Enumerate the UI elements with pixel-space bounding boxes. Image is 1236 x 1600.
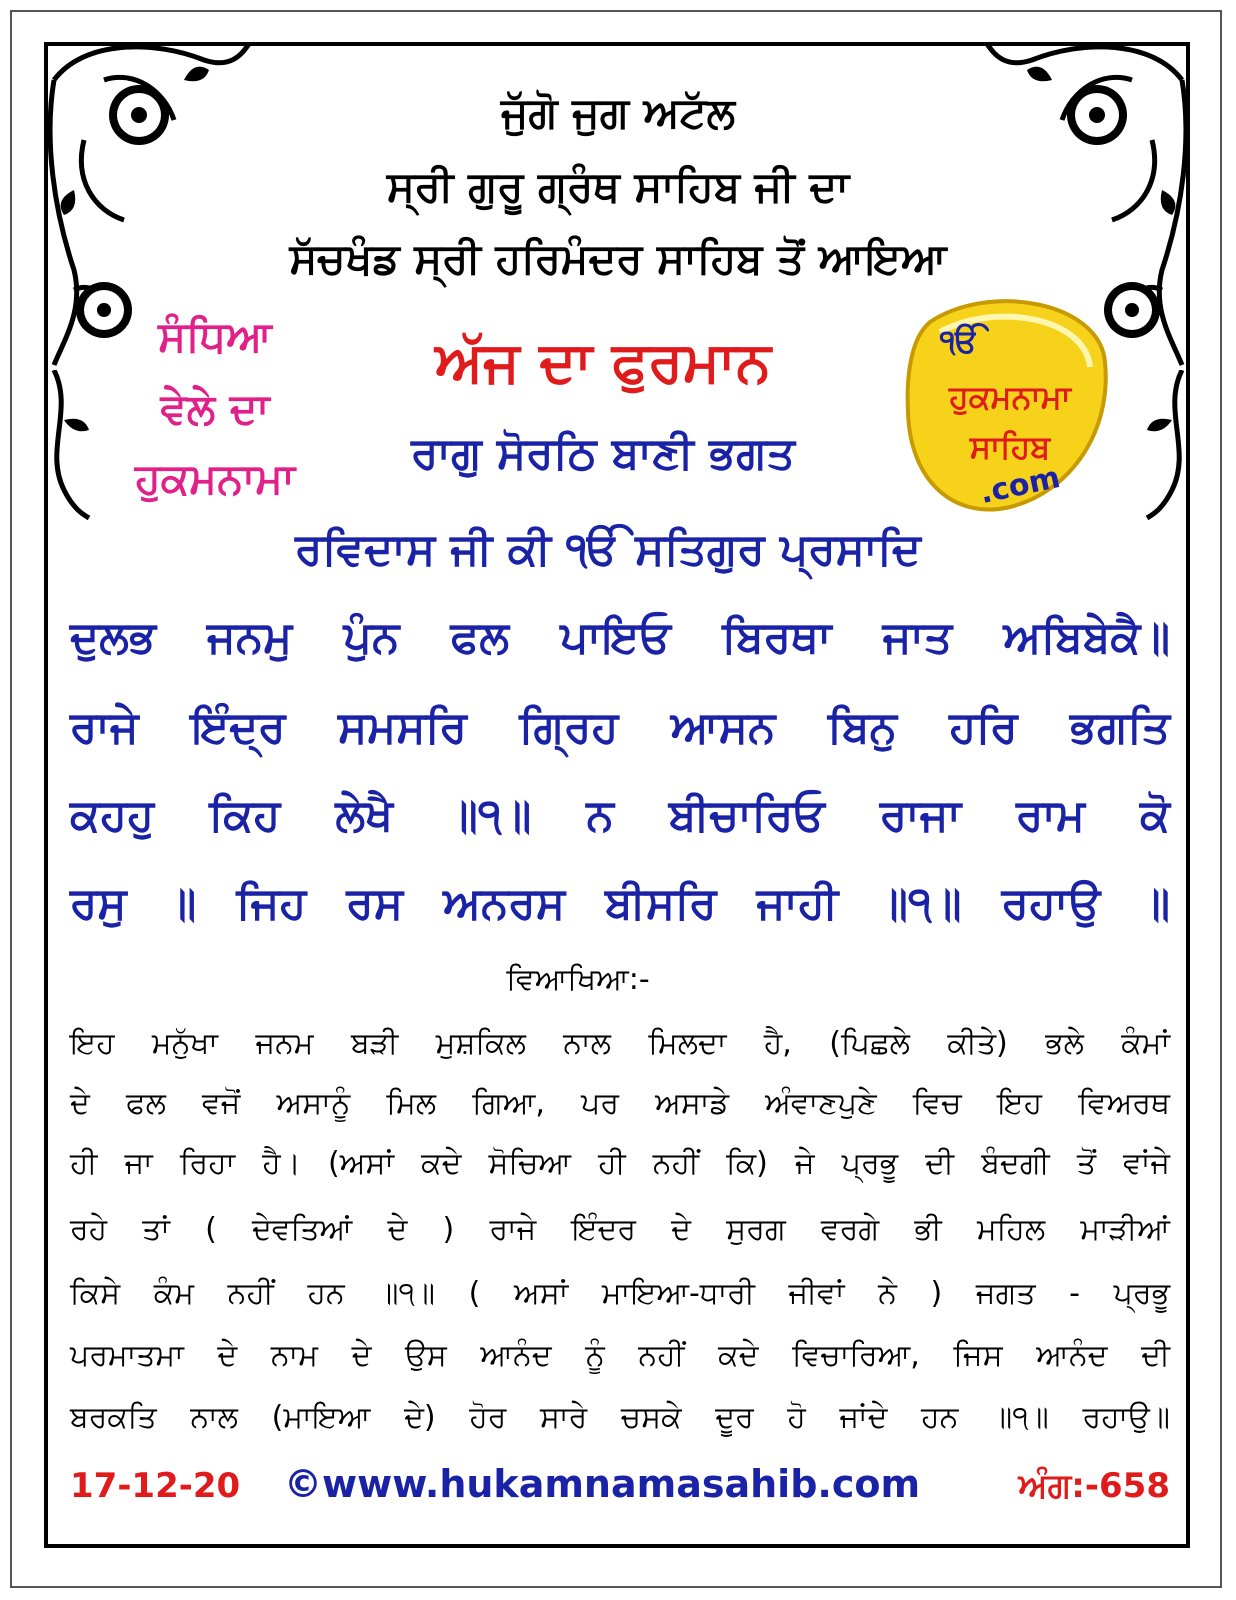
logo-line-3: .com — [976, 459, 1064, 512]
header-line-1: ਜੁੱਗੋ ਜੁਗ ਅਟੱਲ — [501, 88, 735, 137]
explanation-line: ਕਿਸੇ ਕੰਮ ਨਹੀਂ ਹਨ ॥੧॥ ( ਅਸਾਂ ਮਾਇਆ-ਧਾਰੀ ਜੀਵਾਂ ਨੇ ) ਜਗਤ - ਪ੍ਰਭੂ — [70, 1276, 1170, 1311]
explanation-line: ਰਹੇ ਤਾਂ ( ਦੇਵਤਿਆਂ ਦੇ ) ਰਾਜੇ ਇੰਦਰ ਦੇ ਸੁਰਗ ਵਰਗੇ ਭੀ ਮਹਿਲ ਮਾੜੀਆਂ — [70, 1212, 1170, 1247]
side-title-line-1: ਸੰਧਿਆ — [158, 312, 272, 361]
explanation-line: ਹੀ ਜਾ ਰਿਹਾ ਹੈ। (ਅਸਾਂ ਕਦੇ ਸੋਚਿਆ ਹੀ ਨਹੀਂ ਕਿ) ਜੇ ਪ੍ਰਭੂ ਦੀ ਬੰਦਗੀ ਤੋਂ ਵਾਂਜੇ — [70, 1146, 1170, 1181]
raag-line: ਰਾਗੁ ਸੋਰਠਿ ਬਾਣੀ ਭਗਤ — [411, 428, 795, 479]
logo-symbol: ੴ — [940, 322, 979, 360]
gurbani-line: ਰਸੁ ॥ ਜਿਹ ਰਸ ਅਨਰਸ ਬੀਸਰਿ ਜਾਹੀ ॥੧॥ ਰਹਾਉ ॥ — [70, 878, 1170, 929]
explanation-line: ਦੇ ਫਲ ਵਜੋਂ ਅਸਾਨੂੰ ਮਿਲ ਗਿਆ, ਪਰ ਅਸਾਡੇ ਅੰਵਾਣਪੁਣੇ ਵਿਚ ਇਹ ਵਿਅਰਥ — [70, 1086, 1170, 1121]
main-title: ਅੱਜ ਦਾ ਫੁਰਮਾਨ — [435, 330, 771, 395]
header-line-3: ਸੱਚਖੰਡ ਸ੍ਰੀ ਹਰਿਮੰਦਰ ਸਾਹਿਬ ਤੋਂ ਆਇਆ — [289, 234, 947, 283]
explanation-heading: ਵਿਆਖਿਆ:- — [506, 962, 650, 997]
logo-line-2: ਸਾਹਿਬ — [969, 428, 1051, 466]
footer-date: 17-12-20 — [70, 1466, 241, 1506]
explanation-line: ਬਰਕਤਿ ਨਾਲ (ਮਾਇਆ ਦੇ) ਹੋਰ ਸਾਰੇ ਚਸਕੇ ਦੂਰ ਹੋ ਜਾਂਦੇ ਹਨ ॥੧॥ ਰਹਾਉ॥ — [70, 1400, 1170, 1435]
gurbani-line: ਰਾਜੇ ਇੰਦ੍ਰ ਸਮਸਰਿ ਗ੍ਰਿਹ ਆਸਨ ਬਿਨੁ ਹਰਿ ਭਗਤਿ — [70, 702, 1170, 753]
gurbani-line: ਕਹਹੁ ਕਿਹ ਲੇਖੈ ॥੧॥ ਨ ਬੀਚਾਰਿਓ ਰਾਜਾ ਰਾਮ ਕੋ — [70, 790, 1170, 841]
gurbani-intro: ਰਵਿਦਾਸ ਜੀ ਕੀ ੴ ਸਤਿਗੁਰ ਪ੍ਰਸਾਦਿ — [295, 524, 921, 575]
header-line-2: ਸ੍ਰੀ ਗੁਰੂ ਗ੍ਰੰਥ ਸਾਹਿਬ ਜੀ ਦਾ — [386, 162, 850, 211]
side-title-line-3: ਹੁਕਮਨਾਮਾ — [135, 454, 295, 503]
footer-website[interactable]: ©www.hukamnamasahib.com — [284, 1462, 921, 1506]
logo-line-1: ਹੁਕਮਨਾਮਾ — [949, 378, 1071, 416]
footer-ang: ਅੰਗ:-658 — [1018, 1466, 1170, 1506]
explanation-line: ਪਰਮਾਤਮਾ ਦੇ ਨਾਮ ਦੇ ਉਸ ਆਨੰਦ ਨੂੰ ਨਹੀਂ ਕਦੇ ਵਿਚਾਰਿਆ, ਜਿਸ ਆਨੰਦ ਦੀ — [70, 1338, 1170, 1373]
hukamnama-logo — [900, 292, 1120, 517]
gurbani-line: ਦੁਲਭ ਜਨਮੁ ਪੁੰਨ ਫਲ ਪਾਇਓ ਬਿਰਥਾ ਜਾਤ ਅਬਿਬੇਕੈ॥ — [70, 612, 1170, 663]
explanation-line: ਇਹ ਮਨੁੱਖਾ ਜਨਮ ਬੜੀ ਮੁਸ਼ਕਿਲ ਨਾਲ ਮਿਲਦਾ ਹੈ, (ਪਿਛਲੇ ਕੀਤੇ) ਭਲੇ ਕੰਮਾਂ — [70, 1026, 1170, 1061]
side-title-line-2: ਵੇਲੇ ਦਾ — [160, 384, 270, 433]
